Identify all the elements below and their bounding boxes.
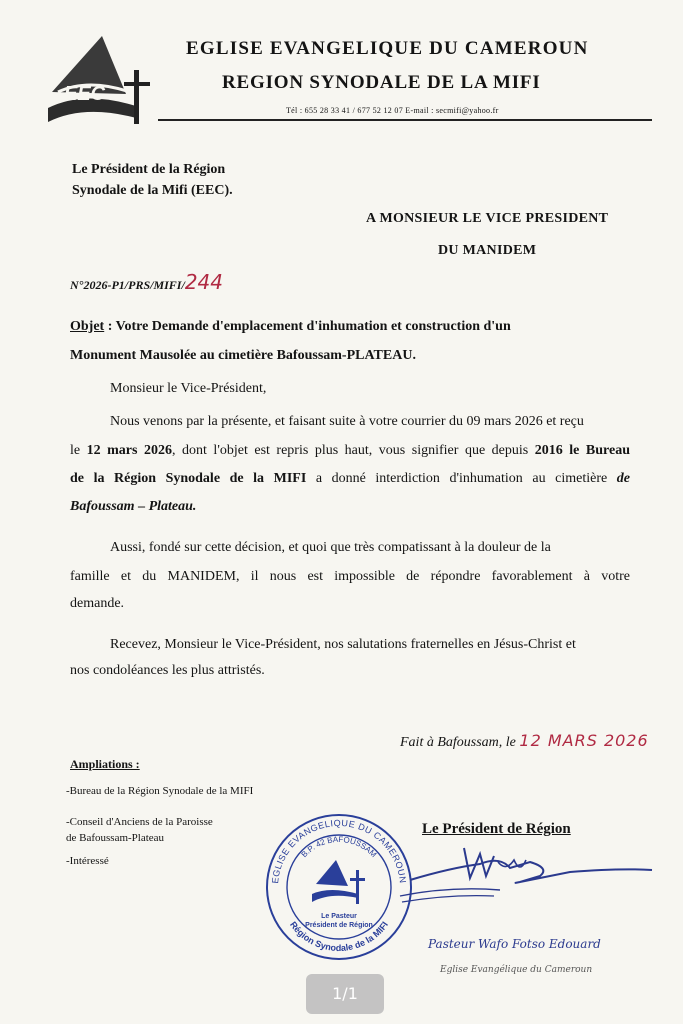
paragraph-2-line-1: Aussi, fondé sur cette décision, et quoi que très compatissant à la douleur de la <box>110 540 551 555</box>
paragraph-1-line-1: Nous venons par la présente, et faisant suite à votre courrier du 09 mars 2026 et reçu <box>110 414 584 429</box>
org-name: EGLISE EVANGELIQUE DU CAMEROUN <box>186 38 589 59</box>
stamp-outer-bottom: Région Synodale de la MIFI <box>287 919 391 954</box>
page-indicator[interactable]: 1/1 <box>306 974 384 1014</box>
ampliations-title: Ampliations : <box>70 757 140 771</box>
ampliation-item: -Bureau de la Région Synodale de la MIFI <box>66 785 254 797</box>
reference-handwritten: 244 <box>184 270 224 294</box>
contact-line: Tél : 655 28 33 41 / 677 52 12 07 E-mail : secmifi@yahoo.fr <box>286 106 499 115</box>
svg-text:B.P. 42 BAFOUSSAM <box>300 835 379 859</box>
ampliation-item: -Intéressé <box>66 855 109 867</box>
subject-label: Objet <box>70 319 105 334</box>
subject-line-2: Monument Mausolée au cimetière Bafoussam-PLATEAU. <box>70 348 416 363</box>
stamp-center-line-1: Le Pasteur <box>321 913 357 920</box>
recipient-line-1: A MONSIEUR LE VICE PRESIDENT <box>366 211 609 226</box>
ampliation-item: de Bafoussam-Plateau <box>66 832 165 844</box>
paragraph-1-line-3: de la Région Synodale de la MIFI a donné interdiction d'inhumation au cimetière de <box>70 471 630 486</box>
paragraph-1-line-2: le 12 mars 2026, dont l'objet est repris plus haut, vous signifier que depuis 2016 le Bureau <box>70 443 630 458</box>
paragraph-3-line-1: Recevez, Monsieur le Vice-Président, nos salutations fraternelles en Jésus-Christ et <box>110 637 576 652</box>
place-date-printed: Fait à Bafoussam, le <box>400 735 516 750</box>
paragraph-2-line-3: demande. <box>70 596 125 611</box>
sender-line-2: Synodale de la Mifi (EEC). <box>72 183 233 198</box>
date-handwritten: 12 MARS 2026 <box>519 731 649 750</box>
reference-printed: N°2026-P1/PRS/MIFI/ <box>70 278 185 292</box>
signatory-name-script: Pasteur Wafo Fotso Edouard <box>428 937 601 951</box>
subject-line-1 <box>70 319 511 335</box>
reference-number <box>70 270 223 294</box>
signature <box>390 838 660 978</box>
paragraph-2-line-2: famille et du MANIDEM, il nous est impossible de répondre favorablement à votre <box>70 569 630 584</box>
paragraph-1-line-4: Bafoussam – Plateau. <box>70 499 197 514</box>
stamp-inner-top: B.P. 42 BAFOUSSAM <box>299 834 379 860</box>
region-name: REGION SYNODALE DE LA MIFI <box>222 72 541 93</box>
stamp-center-line-2: Président de Région <box>305 922 373 929</box>
salutation: Monsieur le Vice-Président, <box>110 381 267 396</box>
signatory-title: Le Président de Région <box>422 821 571 837</box>
stamp-outer-top: EGLISE EVANGELIQUE DU CAMEROUN <box>270 817 408 884</box>
recipient-line-2: DU MANIDEM <box>438 243 537 258</box>
ampliation-item: -Conseil d'Anciens de la Paroisse <box>66 816 213 828</box>
paragraph-3-line-2: nos condoléances les plus attristés. <box>70 663 265 678</box>
place-date <box>400 731 649 751</box>
sender-line-1: Le Président de la Région <box>72 162 226 177</box>
eec-logo-icon <box>44 34 156 130</box>
subject-text-1: : Votre Demande d'emplacement d'inhumation et construction d'un <box>104 319 511 334</box>
header-divider <box>158 119 652 121</box>
signatory-church-script: Eglise Evangélique du Cameroun <box>440 965 593 975</box>
logo-text: EEC <box>64 83 106 105</box>
